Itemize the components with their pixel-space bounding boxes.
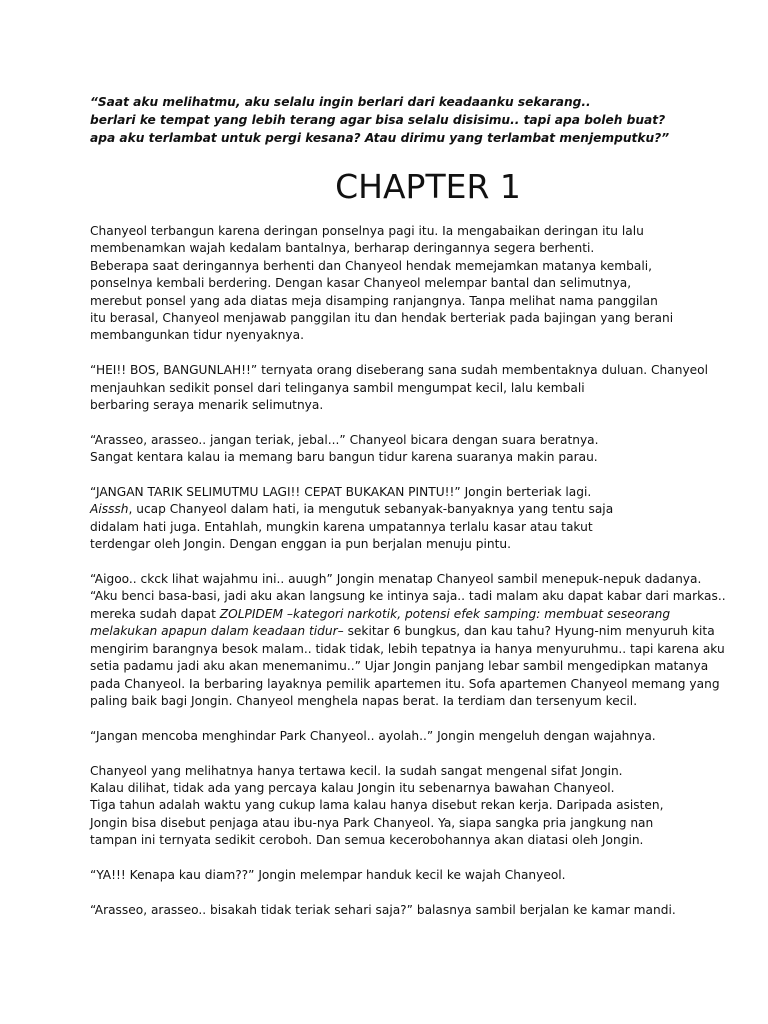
epigraph-line: apa aku terlambat untuk pergi kesana? Atau dirimu yang terlambat menjemputku?” bbox=[90, 131, 670, 145]
italic-text: ZOLPIDEM –kategori narkotik, potensi efek samping: membuat seseorang bbox=[219, 606, 671, 621]
text-line: Chanyeol yang melihatnya hanya tertawa kecil. Ia sudah sangat mengenal sifat Jongin. bbox=[90, 763, 623, 778]
paragraph bbox=[90, 867, 690, 884]
story-body bbox=[90, 223, 726, 919]
text-line: setia padamu jadi aku akan menemanimu..” Ujar Jongin panjang lebar sambil mengedipkan matanya bbox=[90, 659, 709, 674]
text-line: “Aku benci basa-basi, jadi aku akan langsung ke intinya saja.. tadi malam aku dapat kabar dari markas.. bbox=[90, 589, 726, 604]
document-page bbox=[90, 93, 726, 937]
paragraph bbox=[90, 902, 690, 919]
text-line bbox=[90, 623, 715, 640]
text-line: Beberapa saat deringannya berhenti dan Chanyeol hendak memejamkan matanya kembali, bbox=[90, 258, 652, 273]
italic-text: Aisssh bbox=[90, 502, 129, 517]
text-line: itu berasal, Chanyeol menjawab panggilan itu dan hendak berteriak pada bajingan yang berani bbox=[90, 311, 674, 326]
text-line: menjauhkan sedikit ponsel dari telinganya sambil mengumpat kecil, lalu kembali bbox=[90, 380, 585, 395]
text-line: didalam hati juga. Entahlah, mungkin karena umpatannya terlalu kasar atau takut bbox=[90, 519, 593, 534]
text-line: mengirim barangnya besok malam.. tidak tidak, lebih tepatnya ia hanya menyuruhmu.. tapi karena aku bbox=[90, 641, 725, 656]
text-span: – sekitar 6 bungkus, dan kau tahu? Hyung-nim menyuruh kita bbox=[337, 624, 715, 639]
chapter-title: CHAPTER 1 bbox=[335, 167, 521, 206]
italic-text: melakukan apapun dalam keadaan tidur bbox=[90, 624, 338, 639]
text-line: tampan ini ternyata sedikit ceroboh. Dan semua kecerobohannya akan diatasi oleh Jongin. bbox=[90, 833, 644, 848]
text-line: membangunkan tidur nyenyaknya. bbox=[90, 328, 304, 343]
text-line bbox=[90, 606, 690, 623]
paragraph bbox=[90, 571, 726, 710]
text-line: Sangat kentara kalau ia memang baru bangun tidur karena suaranya makin parau. bbox=[90, 450, 598, 465]
text-line: berbaring seraya menarik selimutnya. bbox=[90, 398, 324, 413]
text-line bbox=[90, 501, 690, 518]
text-line: Jongin bisa disebut penjaga atau ibu-nya Park Chanyeol. Ya, siapa sangka pria jangkung nan bbox=[90, 815, 654, 830]
text-line: membenamkan wajah kedalam bantalnya, berharap deringannya segera berhenti. bbox=[90, 241, 595, 256]
paragraph bbox=[90, 362, 709, 414]
epigraph-line: “Saat aku melihatmu, aku selalu ingin berlari dari keadaanku sekarang.. bbox=[90, 95, 591, 109]
text-span: mereka sudah dapat bbox=[90, 606, 220, 621]
text-line: “Aigoo.. ckck lihat wajahmu ini.. auugh” Jongin menatap Chanyeol sambil menepuk-nepuk dadanya. bbox=[90, 572, 702, 587]
text-line: “YA!!! Kenapa kau diam??” Jongin melempar handuk kecil ke wajah Chanyeol. bbox=[90, 867, 566, 882]
paragraph bbox=[90, 484, 690, 554]
text-line: “JANGAN TARIK SELIMUTMU LAGI!! CEPAT BUKAKAN PINTU!!” Jongin berteriak lagi. bbox=[90, 485, 592, 500]
text-line: “Arasseo, arasseo.. jangan teriak, jebal...” Chanyeol bicara dengan suara beratnya. bbox=[90, 432, 599, 447]
text-line: paling baik bagi Jongin. Chanyeol menghela napas berat. Ia terdiam dan tersenyum kecil. bbox=[90, 693, 638, 708]
paragraph bbox=[90, 432, 690, 467]
text-line: ponselnya kembali berdering. Dengan kasar Chanyeol melempar bantal dan selimutnya, bbox=[90, 276, 632, 291]
text-line: Kalau dilihat, tidak ada yang percaya kalau Jongin itu sebenarnya bawahan Chanyeol. bbox=[90, 780, 615, 795]
text-line: terdengar oleh Jongin. Dengan enggan ia pun berjalan menuju pintu. bbox=[90, 537, 511, 552]
paragraph bbox=[90, 223, 690, 345]
epigraph-line: berlari ke tempat yang lebih terang agar bisa selalu disisimu.. tapi apa boleh buat? bbox=[90, 113, 666, 127]
text-line: merebut ponsel yang ada diatas meja disamping ranjangnya. Tanpa melihat nama panggilan bbox=[90, 293, 658, 308]
text-line: “Jangan mencoba menghindar Park Chanyeol.. ayolah..” Jongin mengeluh dengan wajahnya. bbox=[90, 728, 656, 743]
epigraph-quote bbox=[90, 93, 690, 147]
paragraph bbox=[90, 728, 690, 745]
text-line: pada Chanyeol. Ia berbaring layaknya pemilik apartemen itu. Sofa apartemen Chanyeol memang yang bbox=[90, 676, 720, 691]
text-span: , ucap Chanyeol dalam hati, ia mengutuk sebanyak-banyaknya yang tentu saja bbox=[128, 502, 614, 517]
text-line: “HEI!! BOS, BANGUNLAH!!” ternyata orang diseberang sana sudah membentaknya duluan. Chanyeol bbox=[90, 363, 709, 378]
text-line: Tiga tahun adalah waktu yang cukup lama kalau hanya disebut rekan kerja. Daripada asisten, bbox=[90, 798, 664, 813]
text-line: “Arasseo, arasseo.. bisakah tidak teriak sehari saja?” balasnya sambil berjalan ke kamar mandi. bbox=[90, 902, 676, 917]
paragraph bbox=[90, 763, 690, 850]
text-line: Chanyeol terbangun karena deringan ponselnya pagi itu. Ia mengabaikan deringan itu lalu bbox=[90, 224, 644, 238]
